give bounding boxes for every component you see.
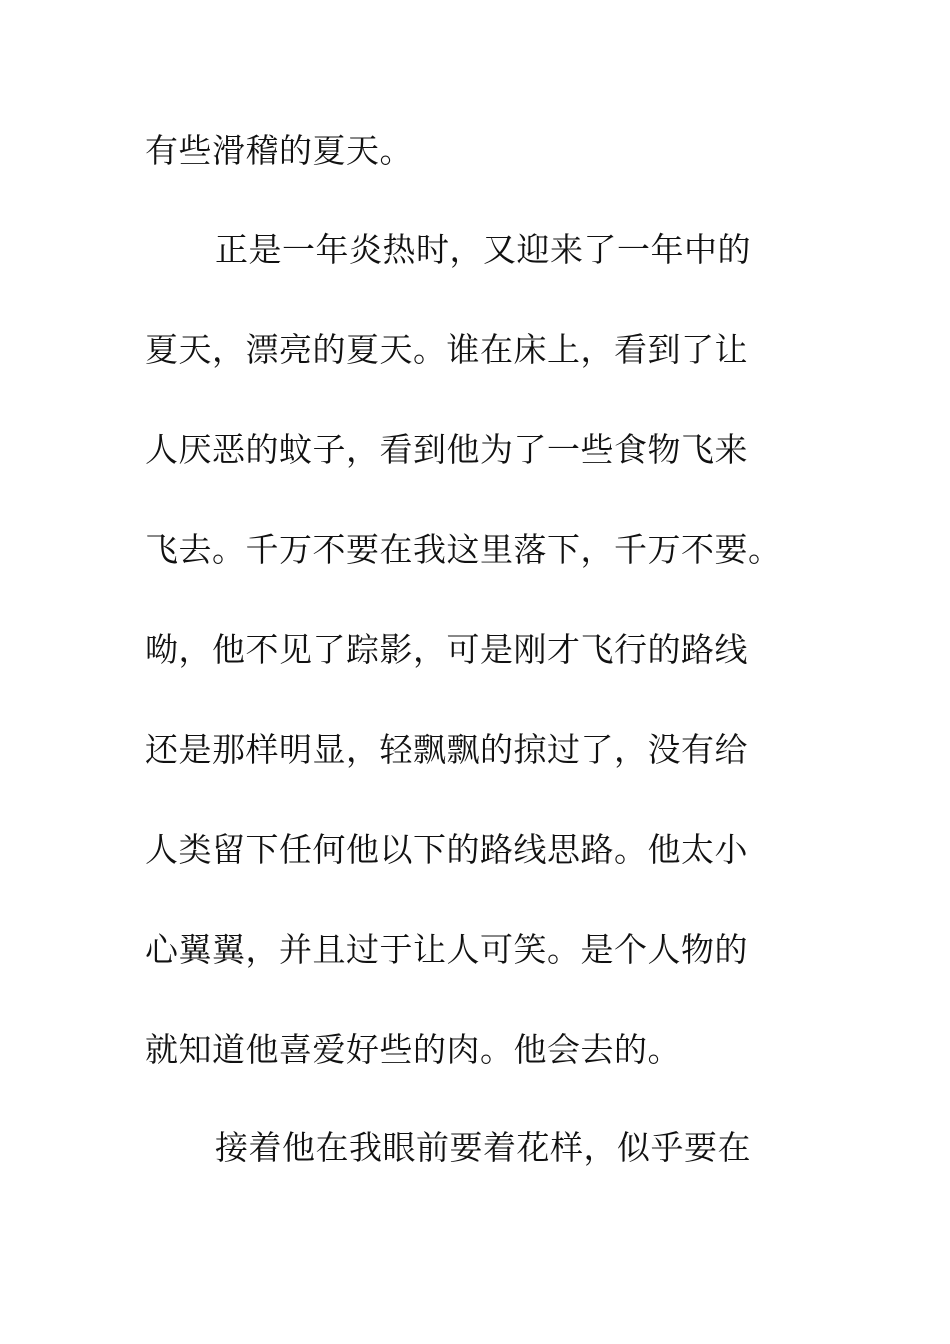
text-line-paragraph-start: 接着他在我眼前要着花样，似乎要在	[215, 1128, 751, 1167]
text-line: 人类留下任何他以下的路线思路。他太小	[145, 830, 748, 869]
text-line: 就知道他喜爱好些的肉。他会去的。	[145, 1030, 681, 1069]
text-line: 有些滑稽的夏天。	[145, 131, 413, 170]
text-line: 呦，他不见了踪影，可是刚才飞行的路线	[145, 630, 748, 669]
text-line: 人厌恶的蚊子，看到他为了一些食物飞来	[145, 430, 748, 469]
text-line: 夏天，漂亮的夏天。谁在床上，看到了让	[145, 330, 748, 369]
text-line: 心翼翼，并且过于让人可笑。是个人物的	[145, 930, 748, 969]
text-line: 飞去。千万不要在我这里落下，千万不要。	[145, 530, 782, 569]
text-line: 还是那样明显，轻飘飘的掠过了，没有给	[145, 730, 748, 769]
text-line-paragraph-start: 正是一年炎热时，又迎来了一年中的	[215, 230, 751, 269]
